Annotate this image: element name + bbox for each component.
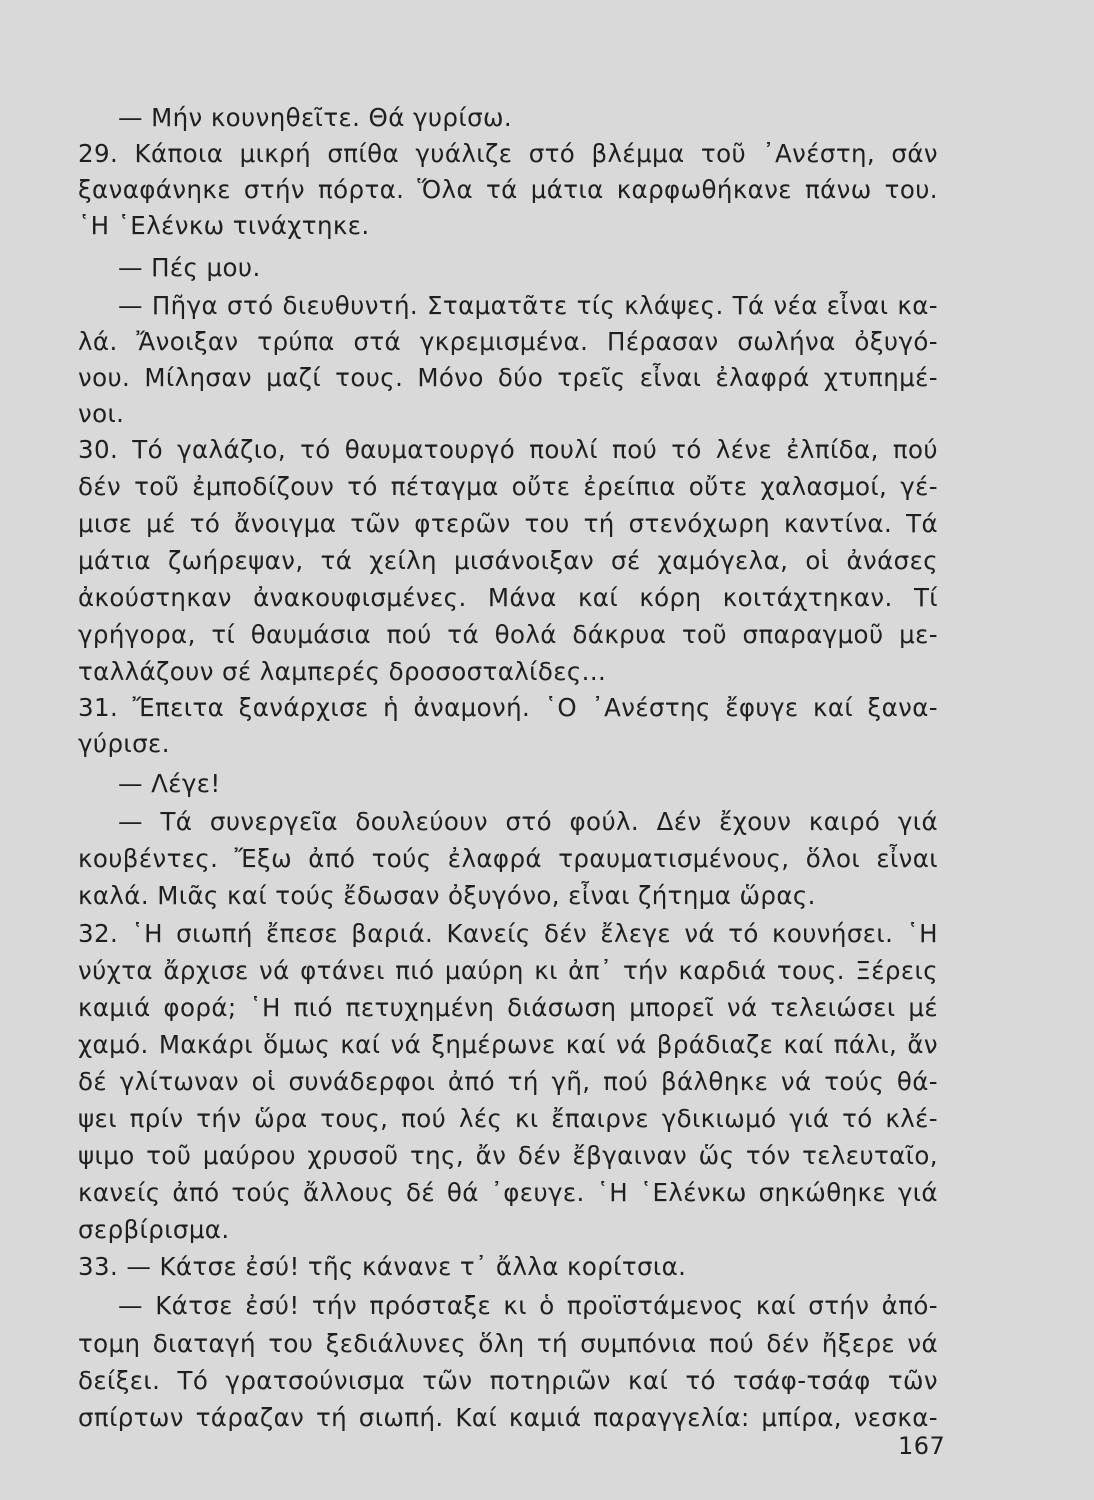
text-line: 31. Ἔπειτα ξανάρχισε ἡ ἀναμονή. ῾Ο ᾿Ανέστης ἔφυγε καί ξανα- [78,693,938,722]
text-line: γρήγορα, τί θαυμάσια πού τά θολά δάκρυα τοῦ σπαραγμοῦ με- [78,620,938,649]
text-line: κανείς ἀπό τούς ἄλλους δέ θά ᾿φευγε. ῾Η ῾Ελένκω σηκώθηκε γιά [78,1178,938,1207]
text-line: μισε μέ τό ἄνοιγμα τῶν φτερῶν του τή στενόχωρη καντίνα. Τά [78,509,938,538]
page-number: 167 [898,1432,946,1460]
text-line: ταλλάζουν σέ λαμπερές δροσοσταλίδες... [78,657,607,686]
text-line: ψει πρίν τήν ὥρα τους, πού λές κι ἔπαιρνε γδικιωμό γιά τό κλέ- [78,1104,938,1133]
text-line: 29. Κάποια μικρή σπίθα γυάλιζε στό βλέμμα τοῦ ᾿Ανέστη, σάν [78,139,938,168]
text-line: ἀκούστηκαν ἀνακουφισμένες. Μάνα καί κόρη κοιτάχτηκαν. Τί [78,583,938,612]
text-line: λά. Ἄνοιξαν τρύπα στά γκρεμισμένα. Πέρασαν σωλήνα ὀξυγό- [78,327,938,356]
text-line: καλά. Μιᾶς καί τούς ἔδωσαν ὀξυγόνο, εἶναι ζήτημα ὥρας. [78,881,816,910]
text-line: δείξει. Τό γρατσούνισμα τῶν ποτηριῶν καί τό τσάφ-τσάφ τῶν [78,1366,938,1395]
text-line: — Τά συνεργεῖα δουλεύουν στό φούλ. Δέν ἔχουν καιρό γιά [118,807,938,836]
text-line: τομη διαταγή του ξεδιάλυνες ὅλη τή συμπόνια πού δέν ἤξερε νά [78,1329,938,1358]
text-line: ῾Η ῾Ελένκω τινάχτηκε. [78,211,370,240]
text-line: δέν τοῦ ἐμποδίζουν τό πέταγμα οὔτε ἐρείπια οὔτε χαλασμοί, γέ- [78,472,938,501]
text-line: 32. ῾Η σιωπή ἔπεσε βαριά. Κανείς δέν ἔλεγε νά τό κουνήσει. ῾Η [78,919,938,948]
text-line: χαμό. Μακάρι ὅμως καί νά ξημέρωνε καί νά βράδιαζε καί πάλι, ἄν [78,1030,938,1059]
text-line: — Μήν κουνηθεῖτε. Θά γυρίσω. [118,103,513,132]
text-line: 33. — Κάτσε ἐσύ! τῆς κάνανε τ᾿ ἄλλα κορίτσια. [78,1252,687,1281]
text-line: — Πές μου. [118,253,261,282]
text-line: — Πῆγα στό διευθυντή. Σταματᾶτε τίς κλάψες. Τά νέα εἶναι κα- [118,291,938,320]
text-line: μάτια ζωήρεψαν, τά χείλη μισάνοιξαν σέ χαμόγελα, οἱ ἀνάσες [78,546,938,575]
text-line: δέ γλίτωναν οἱ συνάδερφοι ἀπό τή γῆ, πού βάλθηκε νά τούς θά- [78,1067,938,1096]
text-line: — Κάτσε ἐσύ! τήν πρόσταξε κι ὁ προϊστάμενος καί στήν ἀπό- [118,1291,938,1320]
text-line: ψιμο τοῦ μαύρου χρυσοῦ της, ἄν δέν ἔβγαιναν ὥς τόν τελευταῖο, [78,1141,938,1170]
text-line: καμιά φορά; ῾Η πιό πετυχημένη διάσωση μπορεῖ νά τελειώσει μέ [78,993,938,1022]
text-line: σπίρτων τάραζαν τή σιωπή. Καί καμιά παραγγελία: μπίρα, νεσκα- [78,1403,938,1432]
text-line: κουβέντες. Ἔξω ἀπό τούς ἐλαφρά τραυματισμένους, ὅλοι εἶναι [78,844,938,873]
text-line: — Λέγε! [118,769,221,798]
text-line: νου. Μίλησαν μαζί τους. Μόνο δύο τρεῖς εἶναι ἐλαφρά χτυπημέ- [78,363,938,392]
text-line: ξαναφάνηκε στήν πόρτα. Ὅλα τά μάτια καρφωθήκανε πάνω του. [78,175,938,204]
text-line: νύχτα ἄρχισε νά φτάνει πιό μαύρη κι ἀπ᾿ τήν καρδιά τους. Ξέρεις [78,956,938,985]
text-line: σερβίρισμα. [78,1215,230,1244]
text-line: νοι. [78,399,125,428]
text-line: γύρισε. [78,729,170,758]
text-line: 30. Τό γαλάζιο, τό θαυματουργό πουλί πού τό λένε ἐλπίδα, πού [78,435,938,464]
